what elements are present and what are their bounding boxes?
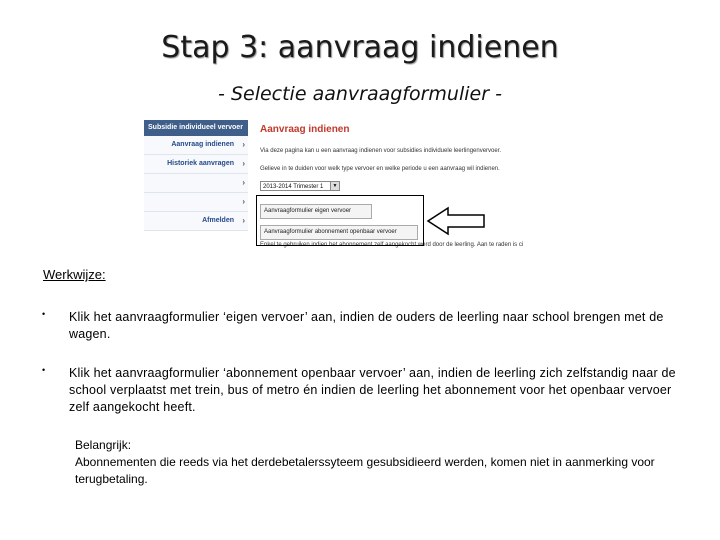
chevron-right-icon: › [242, 159, 245, 168]
sidebar-header: Subsidie individueel vervoer [144, 120, 248, 136]
instruction-text: Gelieve in te duiden voor welk type vervoer en welke periode u een aanvraag wil indienen. [260, 166, 500, 172]
sidebar [144, 120, 248, 254]
chevron-right-icon: › [242, 216, 245, 225]
sidebar-item-aanvraag-indienen[interactable] [144, 136, 248, 155]
bullet-text-abonnement: Klik het aanvraagformulier ‘abonnement openbaar vervoer’ aan, indien de leerling zich zelfstandig naar de school verplaatst met trein, bus of metro én indien de leerling het abonnement voor het openbaar vervoer zelf aangekocht heeft. [69, 366, 676, 414]
sidebar-item-afmelden[interactable] [144, 212, 248, 231]
sidebar-item-empty-2[interactable] [144, 193, 248, 212]
form-abonnement-button[interactable]: Aanvraagformulier abonnement openbaar vervoer [260, 225, 418, 240]
slide-subtitle: - Selectie aanvraagformulier - [218, 83, 502, 105]
chevron-right-icon: › [242, 197, 245, 206]
bullet-icon: • [42, 309, 46, 319]
belangrijk-note [75, 437, 695, 488]
sidebar-item-label: Historiek aanvragen [167, 160, 234, 167]
belangrijk-text: Abonnementen die reeds via het derdebetalerssyteem gesubsidieerd werden, komen niet in aanmerking voor terugbetaling. [75, 455, 655, 486]
slide-title: Stap 3: aanvraag indienen [161, 30, 559, 65]
chevron-right-icon: › [242, 178, 245, 187]
form-eigen-vervoer-button[interactable]: Aanvraagformulier eigen vervoer [260, 204, 372, 219]
werkwijze-heading: Werkwijze: [43, 267, 106, 282]
sidebar-item-historiek[interactable] [144, 155, 248, 174]
footnote-text: Enkel te gebruiken indien het abonnement zelf aangekocht werd door de leerling. Aan te raden is ci [260, 242, 524, 248]
belangrijk-heading: Belangrijk: [75, 438, 132, 452]
sidebar-item-empty-1[interactable] [144, 174, 248, 193]
chevron-right-icon: › [242, 140, 245, 149]
arrow-left-icon [426, 206, 488, 236]
chevron-down-icon: ▼ [330, 182, 339, 190]
intro-text: Via deze pagina kan u een aanvraag indienen voor subsidies individuele leerlingenvervoer. [260, 148, 502, 154]
sidebar-item-label: Afmelden [202, 217, 234, 224]
sidebar-item-label: Aanvraag indienen [171, 141, 234, 148]
period-select[interactable] [260, 181, 340, 191]
bullet-icon: • [42, 365, 46, 375]
bullet-text-eigen-vervoer: Klik het aanvraagformulier ‘eigen vervoer’ aan, indien de ouders de leerling naar school brengen met de wagen. [69, 310, 664, 341]
page-title: Aanvraag indienen [260, 124, 350, 135]
highlight-box [256, 195, 424, 246]
period-select-value: 2013-2014 Trimester 1 [263, 184, 324, 190]
